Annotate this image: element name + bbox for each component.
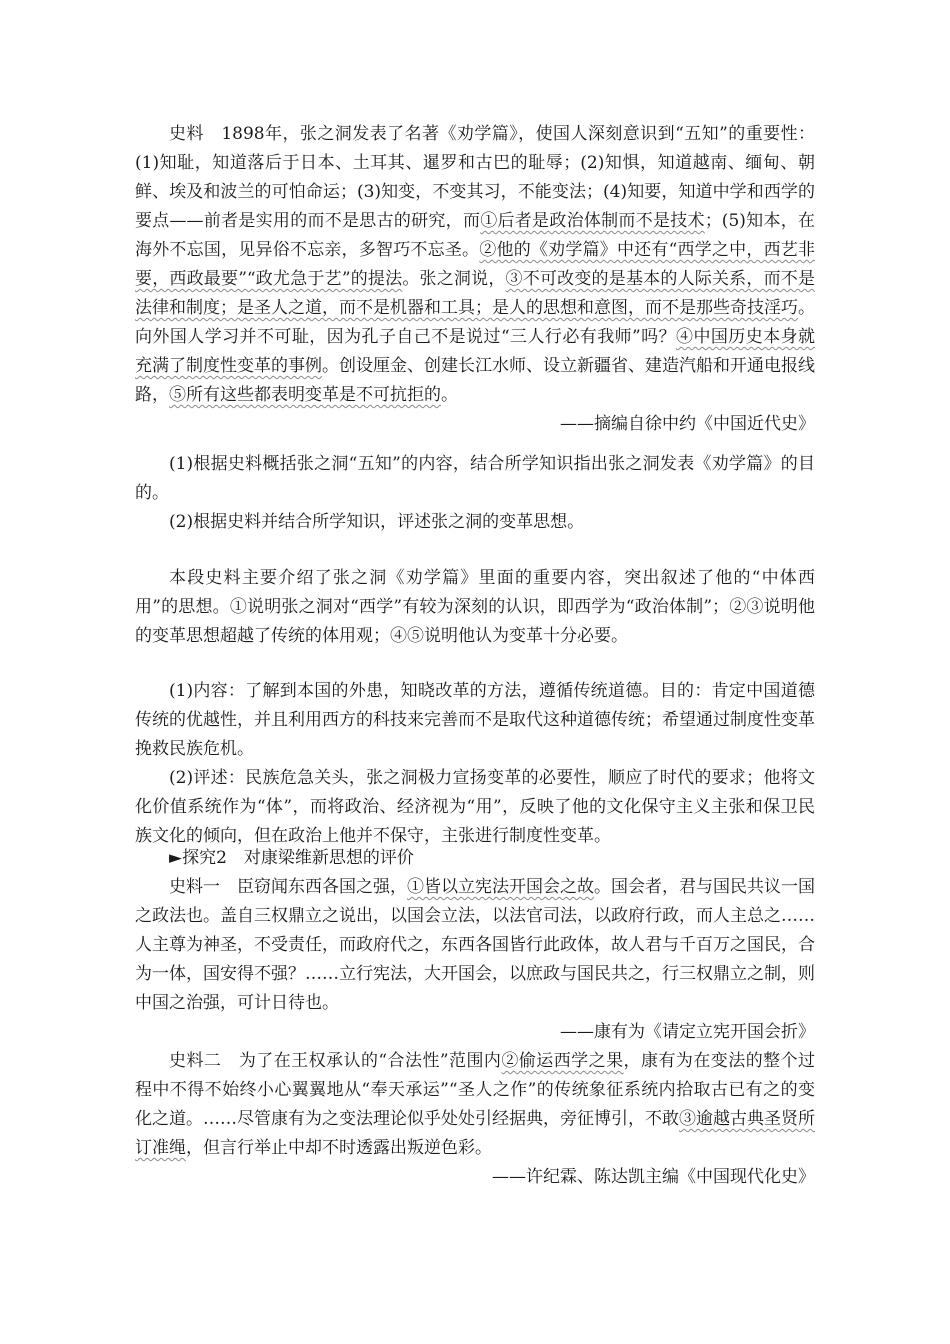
analysis	[135, 564, 815, 651]
explore-2-source-2-text: 史料二 为了在王权承认的“合法性”范围内②偷运西学之果，康有为在变法的整个过程中不得不始终小心翼翼地从“奉天承运”“圣人之作”的传统象征系统内拾取古已有之的变化之道。……尽管康有为之变法理论似乎处处引经据典，旁征博引，不敢③逾越古典圣贤所订准绳，但言行举止中却不时透露出叛逆色彩。	[135, 1051, 816, 1158]
source-passage-1	[135, 120, 815, 439]
underline-5: ⑤所有这些都表明变革是不可抗拒的	[169, 385, 441, 405]
underline-3: ③不可改变的是基本的人际关系，而不是法律和制度；是圣人之道，而不是机器和工具；是人的思想和意图，而不是那些奇技淫巧	[135, 269, 815, 318]
underline-s1-1: ①皆以立宪法开国会之故	[407, 877, 594, 897]
passage-1-source: ——摘编自徐中约《中国近代史》	[560, 414, 815, 434]
explore-2-heading: ►探究2 对康梁维新思想的评价	[169, 848, 414, 868]
question-2: (2)根据史料并结合所学知识，评述张之洞的变革思想。	[169, 512, 585, 532]
answer-2: (2)评述：民族危急关头，张之洞极力宣扬变革的必要性，顺应了时代的要求；他将文化价值系统作为“体”，而将政治、经济视为“用”，反映了他的文化保守主义主张和保卫民族文化的倾向，但在政治上他并不保守，主张进行制度性变革。	[135, 768, 815, 846]
explore-2-source-1-text: 史料一 臣窃闻东西各国之强，①皆以立宪法开国会之故。国会者，君与国民共议一国之政法也。盖自三权鼎立之说出，以国会立法，以法官司法，以政府行政，而人主总之……人主尊为神圣，不受责任，而政府代之，东西各国皆行此政体，故人君与千百万之国民，合为一体，国安得不强？……立行宪法，大开国会，以庶政与国民共之，行三权鼎立之制，则中国之治强，可计日待也。	[135, 877, 815, 1013]
explore-2-source-1-citation: ——康有为《请定立宪开国会折》	[560, 1022, 815, 1042]
answers	[135, 677, 815, 851]
passage-1-label: 史料	[169, 124, 204, 144]
underline-s2-2: ③逾越古典圣贤所订准绳	[135, 1109, 815, 1158]
passage-1-text: 史料 1898年，张之洞发表了名著《劝学篇》，使国人深刻意识到“五知”的重要性：(1)知耻，知道落后于日本、土耳其、暹罗和古巴的耻辱；(2)知惧，知道越南、缅甸、朝鲜、埃及和波兰的可怕命运；(3)知变，不变其习，不能变法；(4)知要，知道中学和西学的要点——前者是实用的而不是思古的研究，而①后者是政治体制而不是技术；(5)知本，在海外不忘国，见异俗不忘亲，多智巧不忘圣。②他的《劝学篇》中还有“西学之中，西艺非要，西政最要”“政尤急于艺”的提法。张之洞说，③不可改变的是基本的人际关系，而不是法律和制度；是圣人之道，而不是机器和工具；是人的思想和意图，而不是那些奇技淫巧。向外国人学习并不可耻，因为孔子自己不是说过“三人行必有我师”吗？④中国历史本身就充满了制度性变革的事例。创设厘金、创建长江水师、设立新疆省、建造汽船和开通电报线路，⑤所有这些都表明变革是不可抗拒的。	[135, 124, 816, 405]
source-1-label: 史料一	[169, 877, 220, 897]
answer-1: (1)内容：了解到本国的外患，知晓改革的方法，遵循传统道德。目的：肯定中国道德传统的优越性，并且利用西方的科技来完善而不是取代这种道德传统；希望通过制度性变革挽救民族危机。	[135, 681, 815, 759]
underline-s2-1: ②偷运西学之果	[501, 1051, 624, 1071]
underline-2: ②他的《劝学篇》中还有“西学之中，西艺非要，西政最要”“政尤急于艺”的提法	[135, 240, 815, 289]
source-2-label: 史料二	[169, 1051, 222, 1071]
questions	[135, 450, 815, 537]
explore-2-section	[135, 844, 815, 1192]
underline-1: ①后者是政治体制而不是技术	[480, 211, 705, 231]
analysis-text: 本段史料主要介绍了张之洞《劝学篇》里面的重要内容，突出叙述了他的“中体西用”的思想。①说明张之洞对“西学”有较为深刻的认识，即西学为“政治体制”；②③说明他的变革思想超越了传统的体用观；④⑤说明他认为变革十分必要。	[135, 568, 815, 646]
underline-4: ④中国历史本身就充满了制度性变革的事例	[135, 327, 815, 376]
question-1: (1)根据史料概括张之洞“五知”的内容，结合所学知识指出张之洞发表《劝学篇》的目的。	[135, 454, 815, 503]
explore-2-source-2-citation: ——许纪霖、陈达凯主编《中国现代化史》	[492, 1167, 815, 1187]
